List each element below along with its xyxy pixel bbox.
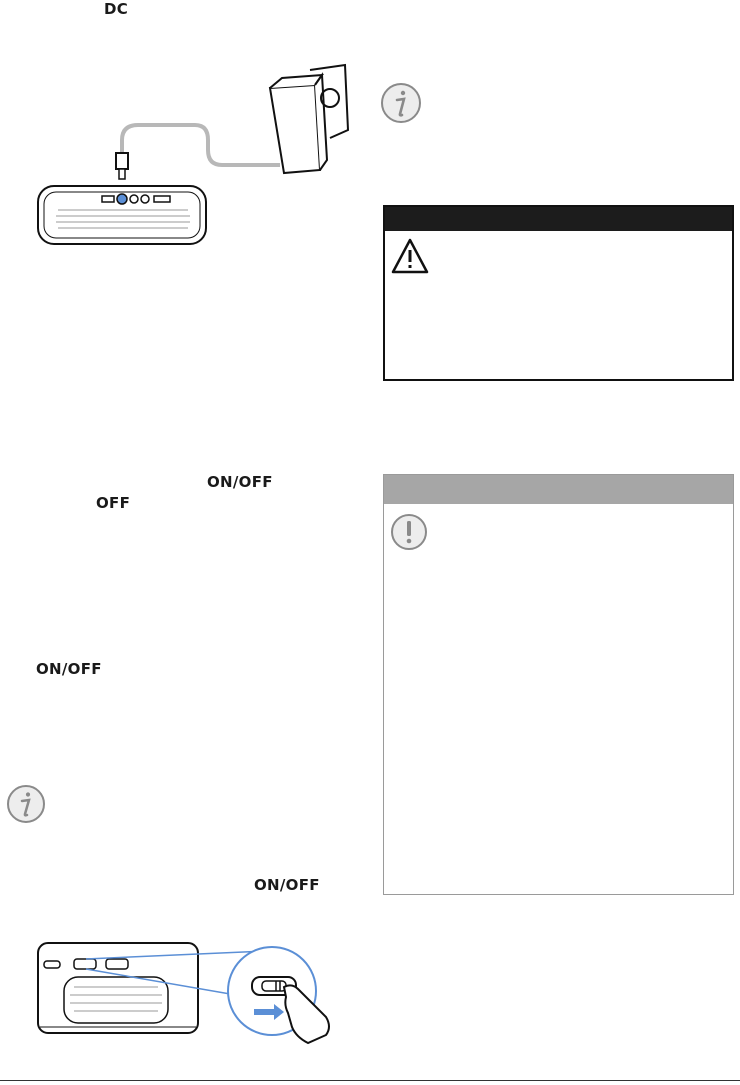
warning-triangle-icon: [390, 237, 430, 275]
power-connection-illustration: [30, 60, 370, 260]
warning-header-bar: [385, 207, 732, 231]
exclamation-circle-icon: [390, 513, 428, 551]
on-off-label: ON/OFF: [254, 876, 320, 894]
warning-box: [383, 205, 734, 381]
on-off-label: ON/OFF: [36, 660, 102, 678]
caution-header-bar: [384, 475, 733, 504]
off-label: OFF: [96, 494, 131, 512]
info-icon: [380, 82, 422, 124]
on-off-label: ON/OFF: [207, 473, 273, 491]
power-switch-illustration: [30, 925, 340, 1065]
footer-rule: [0, 1080, 740, 1081]
caution-box: [383, 474, 734, 895]
info-icon: [6, 784, 46, 824]
dc-label: DC: [104, 0, 129, 18]
